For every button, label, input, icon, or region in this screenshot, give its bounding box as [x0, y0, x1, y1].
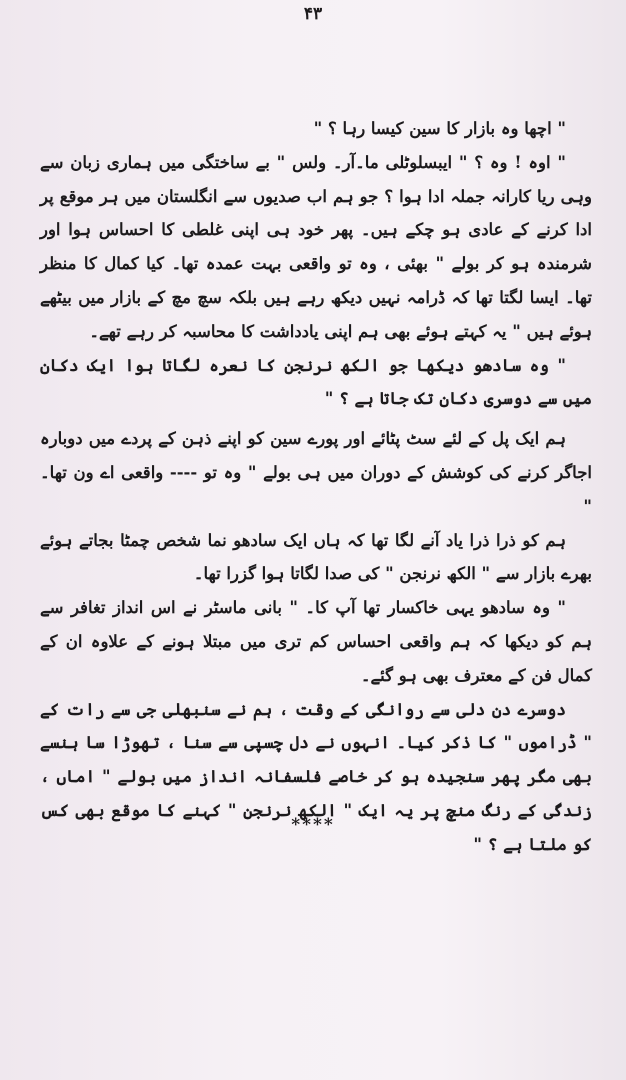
section-end-mark: ****	[291, 815, 335, 835]
paragraph-6: " وہ سادھو یہی خاکسار تھا آپ کا۔ " بانی ماسٹر نے اس انداز تغافر سے ہم کو دیکھا کہ ہم واقعی احساس کم تری میں مبتلا ہونے کے علاوہ ان کے کمال فن کے معترف بھی ہو گئے۔	[40, 598, 592, 685]
paragraph-1: " اچھا وہ بازار کا سین کیسا رہا ؟ "	[313, 119, 566, 138]
page-number: ۴۳	[303, 4, 323, 24]
paragraph-3: " وہ سادھو دیکھا جو الکھ نرنجن کا نعرہ لگاتا ہوا ایک دکان میں سے دوسری دکان تک جاتا ہے ؟ "	[40, 355, 592, 409]
paragraph-4: ہم ایک پل کے لئے سٹ پٹائے اور پورے سین کو اپنے ذہن کے پردے میں دوبارہ اجاگر کرنے کی کوشش کے دوران میں ہی بولے " وہ تو ---- واقعی اے ون تھا۔ "	[40, 429, 592, 516]
page-text-body	[40, 112, 592, 862]
paragraph-5: ہم کو ذرا ذرا یاد آنے لگا تھا کہ ہاں ایک سادھو نما شخص چمٹا بجاتے ہوئے بھرے بازار سے " الکھ نرنجن " کی صدا لگاتا ہوا گزرا تھا۔	[40, 530, 592, 584]
paragraph-2: " اوہ ! وہ ؟ " ایبسلوٹلی ما۔آر۔ ولس " بے ساختگی میں ہماری زبان سے وہی ریا کارانہ جملہ ادا ہوا ؟ جو ہم اب صدیوں سے انگلستان میں ہر موقع پر ادا کرنے کے عادی ہو چکے ہیں۔ پھر خود ہی اپنی غلطی کا احساس ہوا اور شرمندہ ہو کر بولے " بھئی ، وہ تو واقعی بہت عمدہ تھا۔ کیا کمال کا منظر تھا۔ ایسا لگتا تھا کہ ڈرامہ نہیں دیکھ رہے ہیں بلکہ سچ مچ کے بازار میں بیٹھے ہوئے ہیں " یہ کہتے ہوئے بھی ہم اپنی یادداشت کا محاسبہ کر رہے تھے۔	[40, 152, 592, 341]
paragraph-7: دوسرے دن دلی سے روانگی کے وقت ، ہم نے سنبھلی جی سے رات کے " ڈراموں " کا ذکر کیا۔ انہوں نے دل چسپی سے سنا ، تھوڑا سا ہنسے بھی مگر پھر سنجیدہ ہو کر خاصے فلسفانہ انداز میں بولے " اماں ، زندگی کے رنگ منچ پر یہ ایک " الکھ نرنجن " کہنے کا موقع بھی کس کو ملتا ہے ؟ "	[40, 699, 592, 854]
